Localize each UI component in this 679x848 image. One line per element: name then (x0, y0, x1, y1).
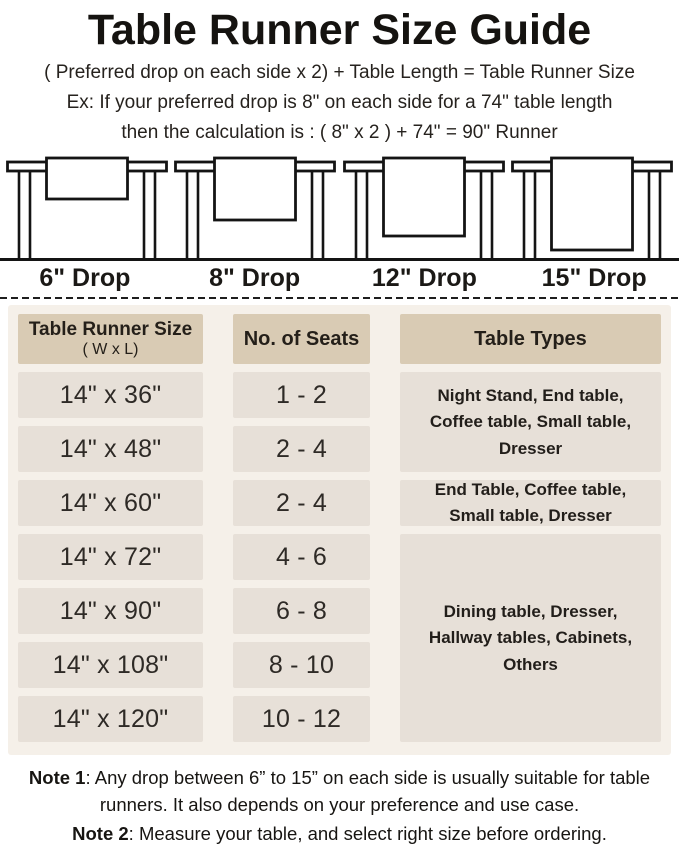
seats-cell-row7: 10 - 12 (233, 696, 370, 742)
size-cell-row3: 14" x 60" (18, 480, 203, 526)
size-cell-row4: 14" x 72" (18, 534, 203, 580)
note-2-label: Note 2 (72, 823, 129, 845)
runner-6-drop (47, 158, 128, 199)
size-guide-page (0, 4, 679, 845)
floor-line-divider (0, 258, 679, 261)
drop-diagrams (0, 154, 679, 258)
table-types-cell-medium: End Table, Coffee table, Small table, Dresser (400, 480, 661, 526)
header-runner-size-line2: ( W x L) (82, 341, 139, 359)
runner-12-drop (383, 158, 464, 236)
table-types-cell-small: Night Stand, End table, Coffee table, Small table, Dresser (400, 372, 661, 472)
note-1 (4, 765, 675, 819)
size-cell-row6: 14" x 108" (18, 642, 203, 688)
seats-cell-row1: 1 - 2 (233, 372, 370, 418)
runner-8-drop (215, 158, 296, 220)
notes-block (0, 765, 679, 847)
drop-label-15: 15" Drop (541, 263, 647, 292)
note-2-text: : Measure your table, and select right size before ordering. (128, 823, 607, 845)
seats-cell-row4: 4 - 6 (233, 534, 370, 580)
table-types-cell-large: Dining table, Dresser, Hallway tables, Cabinets, Others (400, 534, 661, 742)
drop-label-12: 12" Drop (371, 263, 477, 292)
note-2 (4, 821, 675, 848)
header-runner-size-line1: Table Runner Size (28, 319, 193, 341)
formula-line: ( Preferred drop on each side x 2) + Table Length = Table Runner Size (44, 61, 635, 83)
seats-cell-row3: 2 - 4 (233, 480, 370, 526)
size-cell-row5: 14" x 90" (18, 588, 203, 634)
example-line-1: Ex: If your preferred drop is 8" on each side for a 74" table length (66, 92, 613, 114)
header-table-types: Table Types (400, 314, 661, 364)
header-no-of-seats: No. of Seats (233, 314, 370, 364)
seats-cell-row2: 2 - 4 (233, 426, 370, 472)
drop-label-6: 6" Drop (39, 263, 131, 292)
table-diagram-6-drop (6, 154, 168, 258)
seats-cell-row6: 8 - 10 (233, 642, 370, 688)
table-diagram-15-drop (511, 154, 673, 258)
size-table (8, 305, 671, 755)
drop-label-8: 8" Drop (209, 263, 301, 292)
size-cell-row7: 14" x 120" (18, 696, 203, 742)
page-title: Table Runner Size Guide (87, 6, 592, 54)
dashed-divider (0, 297, 679, 299)
note-1-label: Note 1 (28, 767, 86, 789)
example-line-2: then the calculation is : ( 8" x 2 ) + 74" = 90" Runner (121, 122, 558, 144)
table-diagram-12-drop (343, 154, 505, 258)
runner-15-drop (551, 158, 632, 250)
drop-labels-row (0, 262, 679, 293)
header-runner-size (18, 314, 203, 364)
size-cell-row1: 14" x 36" (18, 372, 203, 418)
seats-cell-row5: 6 - 8 (233, 588, 370, 634)
note-1-text: : Any drop between 6” to 15” on each side is usually suitable for table runners. It also depends on your preference and use case. (85, 767, 651, 816)
table-diagram-8-drop (174, 154, 336, 258)
size-cell-row2: 14" x 48" (18, 426, 203, 472)
